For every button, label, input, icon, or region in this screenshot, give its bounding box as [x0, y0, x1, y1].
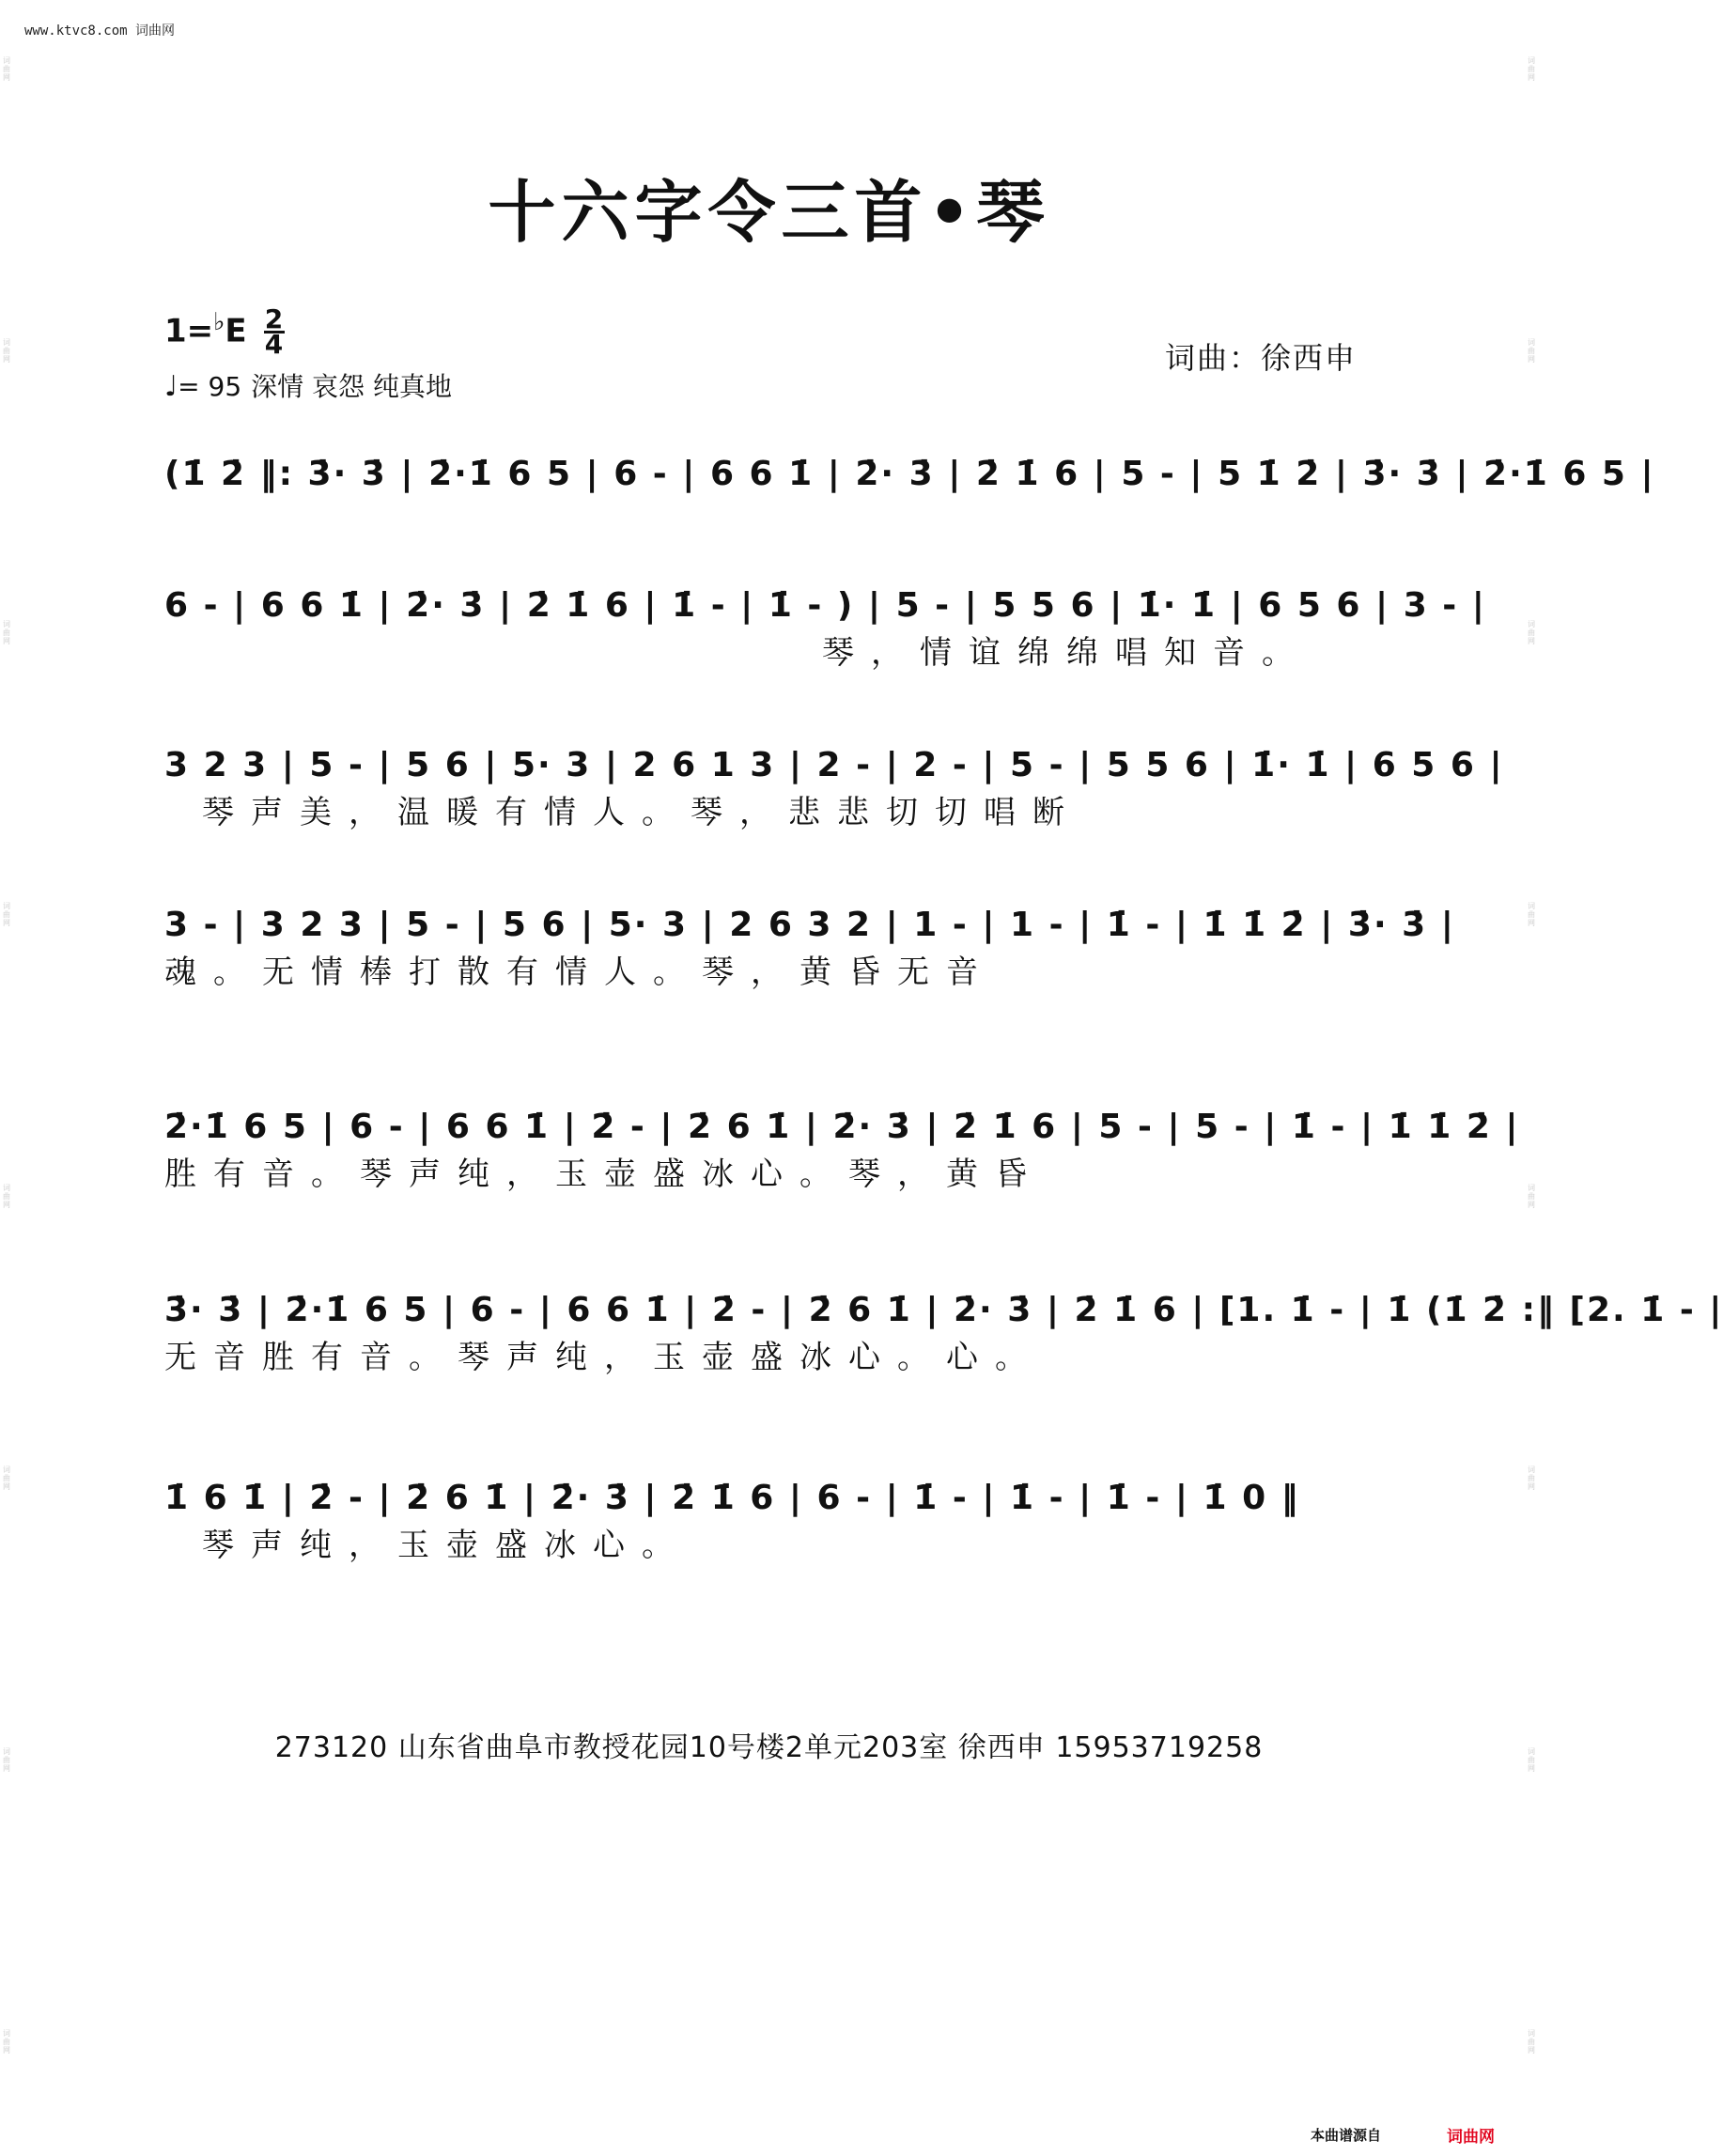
- strip-watermark: 词曲网: [1528, 902, 1535, 927]
- notation-row: (1̇ 2̇ ‖: 3̇· 3̇ | 2̇·1̇ 6 5 | 6 - | 6 6 1̇ | 2̇· 3̇ | 2̇ 1̇ 6 | 5 - | 5 1̇ 2̇ | 3̇· 3̇ | 2̇·1̇ 6 5 |: [164, 455, 1655, 493]
- strip-watermark: 词曲网: [1528, 1747, 1535, 1773]
- lyrics-row: 琴，情谊绵绵唱知音。: [822, 634, 1311, 672]
- lyrics-row: [164, 498, 1376, 545]
- key-note: E: [225, 312, 247, 350]
- contact-info: 273120 山东省曲阜市教授花园10号楼2单元203室 徐西申 15953719258: [274, 1731, 1264, 1764]
- time-denominator: 4: [264, 329, 284, 361]
- notation-row: 3 - | 3 2 3 | 5 - | 5 6 | 5· 3 | 2 6 3 2 | 1 - | 1 - | 1̇ - | 1̇ 1̇ 2̇ | 3̇· 3̇ |: [164, 906, 1455, 944]
- lyrics-row: 胜有音。琴声纯，玉壶盛冰心。琴，黄昏: [164, 1156, 1044, 1193]
- footer-brand-link[interactable]: 词曲网: [1447, 2128, 1495, 2147]
- left-watermark-strip: [0, 0, 13, 2156]
- expression-marking: 深情 哀怨 纯真地: [251, 371, 452, 402]
- lyrics-row: 无音胜有音。琴声纯，玉壶盛冰心。心。: [164, 1339, 1044, 1376]
- strip-watermark: 词曲网: [3, 620, 10, 645]
- tempo-marking: [164, 366, 452, 404]
- strip-watermark: 词曲网: [1528, 2029, 1535, 2055]
- footer-source-label: 本曲谱源自: [1311, 2127, 1382, 2144]
- song-title: 十六字令三首•琴: [488, 172, 1050, 252]
- composer-credit: 词曲：徐西申: [1165, 340, 1358, 376]
- score-line: [164, 742, 1504, 836]
- key-signature: [164, 303, 285, 361]
- notation-row: 2̇·1̇ 6 5 | 6 - | 6 6 1̇ | 2̇ - | 2̇ 6 1̇ | 2̇· 3̇ | 2̇ 1̇ 6 | 5 - | 5 - | 1̇ - | 1̇ 1̇ 2̇ |: [164, 1108, 1520, 1146]
- site-url[interactable]: www.ktvc8.com 词曲网: [24, 23, 176, 39]
- right-watermark-strip: [1525, 0, 1538, 2156]
- lyrics-row: 琴声美，温暖有情人。琴，悲悲切切唱断: [202, 794, 1081, 831]
- score-line: [164, 902, 1455, 996]
- strip-watermark: 词曲网: [3, 56, 10, 82]
- key-prefix: 1=: [164, 312, 214, 350]
- score-line: [164, 1287, 1723, 1381]
- score-line: [164, 1475, 1376, 1569]
- quarter-note-icon: ♩: [164, 370, 179, 403]
- strip-watermark: 词曲网: [1528, 1184, 1535, 1209]
- strip-watermark: 词曲网: [3, 2029, 10, 2055]
- strip-watermark: 词曲网: [1528, 338, 1535, 364]
- lyrics-row: 琴声纯，玉壶盛冰心。: [202, 1527, 691, 1564]
- flat-symbol: ♭: [213, 308, 225, 336]
- score-line: [164, 451, 1655, 545]
- score-line: [164, 1104, 1520, 1198]
- strip-watermark: 词曲网: [1528, 620, 1535, 645]
- strip-watermark: 词曲网: [3, 338, 10, 364]
- notation-row: 3̇· 3̇ | 2̇·1̇ 6 5 | 6 - | 6 6 1̇ | 2̇ - | 2̇ 6 1̇ | 2̇· 3̇ | 2̇ 1̇ 6 | [1. 1̇ - | 1̇ (1̇ 2̇ :‖ [2. 1̇ - |: [164, 1291, 1723, 1329]
- time-numerator: 2: [264, 303, 284, 335]
- tempo-value: = 95: [178, 371, 242, 402]
- notation-row: 3 2 3 | 5 - | 5 6 | 5· 3 | 2 6 1 3 | 2 - | 2 - | 5 - | 5 5 6 | 1̇· 1̇ | 6 5 6 |: [164, 746, 1504, 784]
- strip-watermark: 词曲网: [3, 1747, 10, 1773]
- time-signature: [264, 303, 285, 361]
- strip-watermark: 词曲网: [3, 902, 10, 927]
- strip-watermark: 词曲网: [3, 1466, 10, 1491]
- notation-row: 1̇ 6 1̇ | 2̇ - | 2̇ 6 1̇ | 2̇· 3̇ | 2̇ 1̇ 6 | 6 - | 1̇ - | 1̇ - | 1̇ - | 1̇ 0 ‖: [164, 1479, 1300, 1517]
- strip-watermark: 词曲网: [1528, 56, 1535, 82]
- score-line: [164, 582, 1486, 676]
- notation-row: 6 - | 6 6 1̇ | 2̇· 3̇ | 2̇ 1̇ 6 | 1̇ - | 1̇ - ) | 5 - | 5 5 6 | 1̇· 1̇ | 6 5 6 | 3 - |: [164, 586, 1486, 625]
- strip-watermark: 词曲网: [1528, 1466, 1535, 1491]
- lyrics-row: 魂。无情棒打散有情人。琴，黄昏无音: [164, 954, 995, 991]
- strip-watermark: 词曲网: [3, 1184, 10, 1209]
